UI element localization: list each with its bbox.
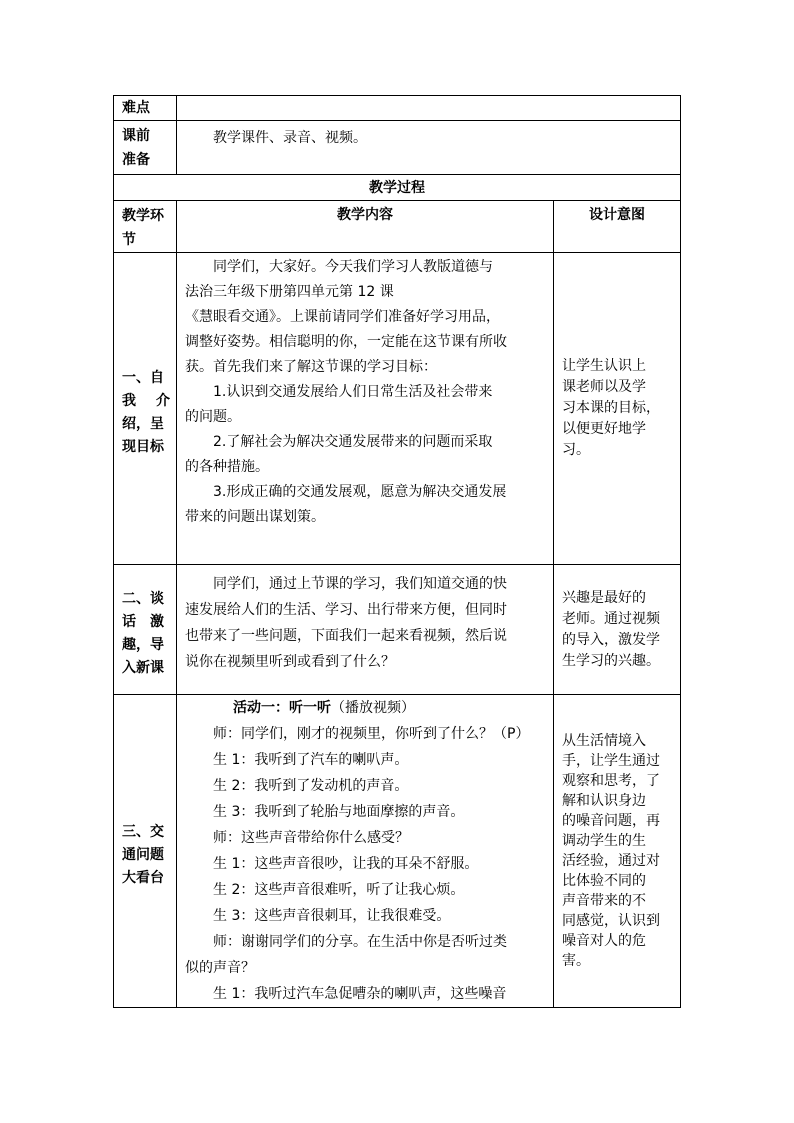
content-line: 也带来了一些问题，下面我们一起来看视频，然后说 [185, 628, 507, 644]
preparation-label [114, 121, 177, 175]
header-stage [114, 201, 177, 253]
stage-row-3 [114, 695, 681, 1008]
content-line: 说你在视频里听到或看到了什么？ [185, 654, 395, 670]
intent-line: 调动学生的生 [562, 833, 646, 849]
header-content: 教学内容 [177, 201, 554, 253]
stage-1-line: 我 介 [122, 392, 170, 409]
section-title: 教学过程 [114, 175, 681, 201]
difficulty-label: 难点 [114, 96, 177, 121]
stage-1-line: 绍，呈 [122, 415, 164, 432]
intent-line: 从生活情境入 [562, 733, 646, 749]
stage-2-line: 入新课 [122, 659, 164, 676]
header-stage-line1: 教学环 [122, 208, 164, 224]
stage-3-cell [114, 695, 177, 1008]
content-line: 速发展给人们的生活、学习、出行带来方便，但同时 [185, 602, 507, 618]
intent-line: 以便更好地学 [562, 421, 646, 437]
intent-line: 解和认识身边 [562, 793, 646, 809]
intent-line: 的导入，激发学 [562, 631, 660, 648]
stage-2-line: 趣，导 [122, 636, 164, 653]
content-line: 师：谢谢同学们的分享。在生活中你是否听过类 [213, 934, 507, 950]
intent-line: 课老师以及学 [562, 379, 646, 395]
header-row [114, 201, 681, 253]
intent-line: 老师。通过视频 [562, 610, 660, 627]
content-line: 生 2：我听到了发动机的声音。 [213, 778, 409, 794]
difficulty-row [114, 96, 681, 121]
content-line: 师：同学们，刚才的视频里，你听到了什么？（P） [213, 726, 530, 742]
stage-1-intent [554, 253, 681, 565]
content-line: 2.了解社会为解决交通发展带来的问题而采取 [213, 434, 493, 450]
stage-2-line: 二、谈 [122, 590, 164, 607]
stage-2-content [177, 565, 554, 695]
content-line: 生 1：我听过汽车急促嘈杂的喇叭声，这些噪音 [213, 986, 507, 1002]
intent-line: 活经验，通过对 [562, 853, 660, 869]
content-line: 的问题。 [185, 409, 241, 425]
content-line: 生 3：这些声音很刺耳，让我很难受。 [213, 908, 451, 924]
stage-3-intent [554, 695, 681, 1008]
content-line: 法治三年级下册第四单元第 12 课 [185, 284, 394, 300]
lesson-plan-table [113, 95, 681, 1008]
stage-1-content [177, 253, 554, 565]
intent-line: 比体验不同的 [562, 873, 646, 889]
stage-3-line: 通问题 [122, 846, 164, 863]
content-line: 3.形成正确的交通发展观，愿意为解决交通发展 [213, 484, 507, 500]
intent-line: 习本课的目标， [562, 400, 660, 416]
header-intent: 设计意图 [554, 201, 681, 253]
stage-3-content [177, 695, 554, 1008]
intent-line: 手，让学生通过 [562, 753, 660, 769]
stage-3-line: 大看台 [122, 869, 164, 886]
stage-2-line: 话 激 [122, 613, 164, 630]
content-line: 调整好姿势。相信聪明的你，一定能在这节课有所收 [185, 334, 507, 350]
content-line: 生 1：我听到了汽车的喇叭声。 [213, 752, 409, 768]
intent-line: 习。 [562, 442, 590, 458]
intent-line: 生学习的兴趣。 [562, 652, 660, 669]
preparation-row [114, 121, 681, 175]
stage-row-2 [114, 565, 681, 695]
intent-line: 同感觉，认识到 [562, 913, 660, 929]
section-title-row [114, 175, 681, 201]
content-line: 同学们，大家好。今天我们学习人教版道德与 [213, 259, 493, 275]
stage-2-cell [114, 565, 177, 695]
intent-line: 噪音对人的危 [562, 933, 646, 949]
header-stage-line2: 节 [122, 232, 136, 248]
content-line: 似的声音？ [185, 960, 255, 976]
intent-line: 声音带来的不 [562, 893, 646, 909]
preparation-label-line1: 课前 [122, 128, 150, 144]
preparation-value: 教学课件、录音、视频。 [177, 121, 681, 175]
intent-line: 让学生认识上 [562, 358, 646, 374]
stage-3-line: 三、交 [122, 823, 164, 840]
activity-title [185, 695, 545, 721]
activity-title-text: 活动一：听一听 [233, 700, 331, 716]
content-line: 师：这些声音带给你什么感受？ [213, 830, 409, 846]
preparation-label-line2: 准备 [122, 152, 150, 168]
intent-line: 观察和思考，了 [562, 773, 660, 789]
content-line: 生 2：这些声音很难听，听了让我心烦。 [213, 882, 465, 898]
content-line: 生 3：我听到了轮胎与地面摩擦的声音。 [213, 804, 465, 820]
stage-row-1 [114, 253, 681, 565]
content-line: 1.认识到交通发展给人们日常生活及社会带来 [213, 384, 493, 400]
intent-line: 兴趣是最好的 [562, 589, 646, 606]
intent-line: 害。 [562, 953, 590, 969]
content-line: 的各种措施。 [185, 459, 269, 475]
stage-1-cell [114, 253, 177, 565]
content-line: 同学们，通过上节课的学习，我们知道交通的快 [213, 576, 507, 592]
stage-1-line: 一、自 [122, 369, 164, 386]
content-line: 《慧眼看交通》。上课前请同学们准备好学习用品， [185, 309, 500, 325]
stage-2-intent [554, 565, 681, 695]
difficulty-value [177, 96, 681, 121]
content-line: 获。首先我们来了解这节课的学习目标： [185, 359, 437, 375]
content-line: 生 1：这些声音很吵，让我的耳朵不舒服。 [213, 856, 479, 872]
activity-note: （播放视频） [331, 700, 415, 716]
content-line: 带来的问题出谋划策。 [185, 509, 325, 525]
stage-1-line: 现目标 [122, 438, 164, 455]
intent-line: 的噪音问题，再 [562, 813, 660, 829]
